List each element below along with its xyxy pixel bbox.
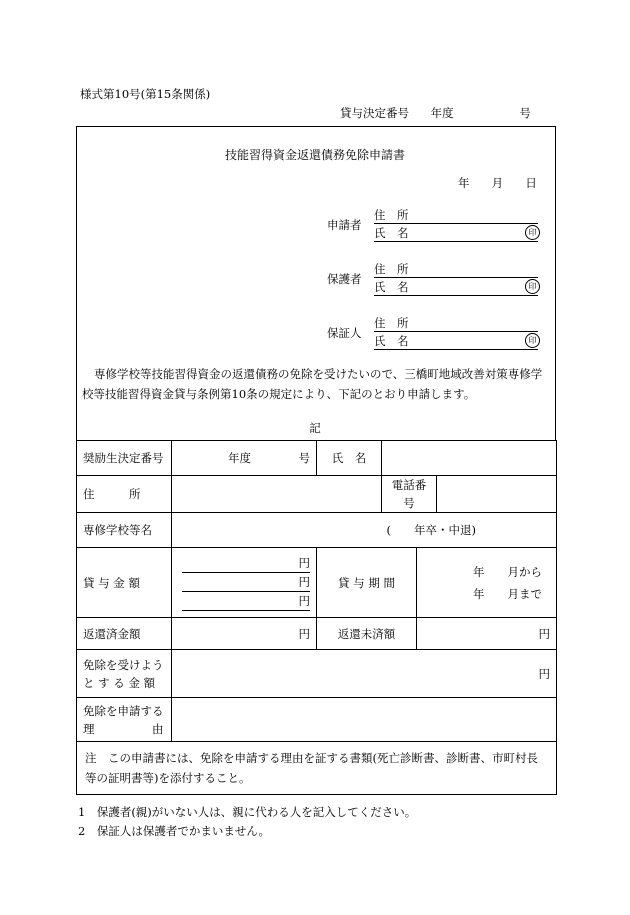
reason-label	[77, 698, 172, 742]
attachment-note: 注 この申請書には、免除を申請する理由を証する書類(死亡診断書、診断書、市町村長等の証明書等)を添付すること。	[77, 742, 557, 795]
school-field[interactable]	[172, 513, 557, 548]
form-title: 技能習得資金返還債務免除申請書	[224, 148, 405, 162]
loan-period-to: 年 月まで	[473, 586, 543, 601]
applicant-name-label: 氏 名	[374, 226, 409, 240]
body-text: 専修学校等技能習得資金の返還債務の免除を受けたいので、三橋町地域改善対策専修学校等技能習得資金貸与条例第10条の規定により、下記のとおり申請します。	[82, 367, 543, 401]
loan-amount-line-3[interactable]: 円	[182, 593, 310, 611]
form-number: 様式第10号(第15条関係)	[80, 87, 211, 101]
student-number-label: 奨励生決定番号	[77, 441, 172, 476]
exempt-amount-label	[77, 650, 172, 698]
details-table	[76, 440, 557, 795]
seal-icon: 印	[525, 225, 540, 240]
applicant-name-field[interactable]	[374, 225, 538, 242]
guardian-address-label: 住 所	[374, 262, 409, 276]
reason-label-line-1: 免除を申請する	[83, 703, 164, 718]
footnote-2: 2 保証人は保護者でかまいません。	[78, 824, 271, 838]
exempt-amount-field[interactable]	[172, 650, 557, 698]
student-number-field[interactable]	[172, 441, 317, 476]
decision-number-suffix: 号	[519, 106, 531, 120]
unpaid-amount-field[interactable]	[417, 618, 557, 650]
phone-label: 電話番号	[382, 476, 437, 513]
decision-number	[340, 105, 531, 121]
decision-label: 貸与決定番号	[340, 106, 409, 120]
guarantor-address-field[interactable]	[374, 315, 538, 332]
seal-icon: 印	[525, 333, 540, 348]
repaid-amount-field[interactable]	[172, 618, 317, 650]
loan-amount-field[interactable]	[172, 548, 317, 618]
repaid-yen: 円	[298, 626, 310, 641]
seal-icon: 印	[525, 279, 540, 294]
exempt-amount-label-line-2: と す る 金 額	[83, 675, 156, 690]
guardian-role: 保護者	[327, 272, 362, 286]
school-graduation-status: ( 年卒・中退)	[386, 523, 477, 537]
address-field[interactable]	[172, 476, 382, 513]
table-row	[77, 618, 557, 650]
date-year: 年	[458, 176, 470, 190]
reason-field[interactable]	[172, 698, 557, 742]
guarantor-name-label: 氏 名	[374, 334, 409, 348]
table-row	[77, 698, 557, 742]
guardian-address-field[interactable]	[374, 261, 538, 278]
student-go: 号	[298, 451, 310, 465]
exempt-amount-label-line-1: 免除を受けよう	[83, 657, 164, 672]
exempt-yen: 円	[538, 666, 551, 681]
name-field[interactable]	[382, 441, 557, 476]
applicant-role: 申請者	[327, 218, 362, 232]
address-label: 住 所	[77, 476, 172, 513]
guardian-name-label: 氏 名	[374, 280, 409, 294]
ki-heading: 記	[309, 421, 321, 435]
application-date	[458, 175, 555, 191]
table-row	[77, 441, 557, 476]
loan-amount-line-2[interactable]: 円	[182, 574, 310, 592]
decision-year: 年度	[430, 106, 454, 120]
unpaid-amount-label: 返還未済額	[317, 618, 417, 650]
loan-amount-line-1[interactable]: 円	[182, 555, 310, 573]
reason-label-line-2: 理 由	[83, 721, 164, 736]
repaid-amount-label: 返還済金額	[77, 618, 172, 650]
footnote-1: 1 保護者(親)がいない人は、親に代わる人を記入してください。	[78, 805, 417, 819]
phone-field[interactable]	[437, 476, 557, 513]
guarantor-name-field[interactable]	[374, 333, 538, 350]
table-row	[77, 742, 557, 795]
loan-period-field[interactable]	[417, 548, 557, 618]
loan-period-from: 年 月から	[473, 564, 543, 579]
table-row	[77, 548, 557, 618]
applicant-address-field[interactable]	[374, 207, 538, 224]
applicant-address-label: 住 所	[374, 208, 409, 222]
guardian-name-field[interactable]	[374, 279, 538, 296]
school-label: 専修学校等名	[77, 513, 172, 548]
student-year: 年度	[228, 451, 251, 465]
guarantor-address-label: 住 所	[374, 316, 409, 330]
date-day: 日	[525, 176, 537, 190]
loan-amount-label: 貸 与 金 額	[77, 548, 172, 618]
table-row	[77, 476, 557, 513]
date-month: 月	[491, 176, 504, 190]
loan-period-label: 貸 与 期 間	[317, 548, 417, 618]
guarantor-role: 保証人	[327, 326, 362, 340]
table-row	[77, 513, 557, 548]
table-row	[77, 650, 557, 698]
name-label: 氏 名	[317, 441, 382, 476]
unpaid-yen: 円	[538, 626, 551, 641]
